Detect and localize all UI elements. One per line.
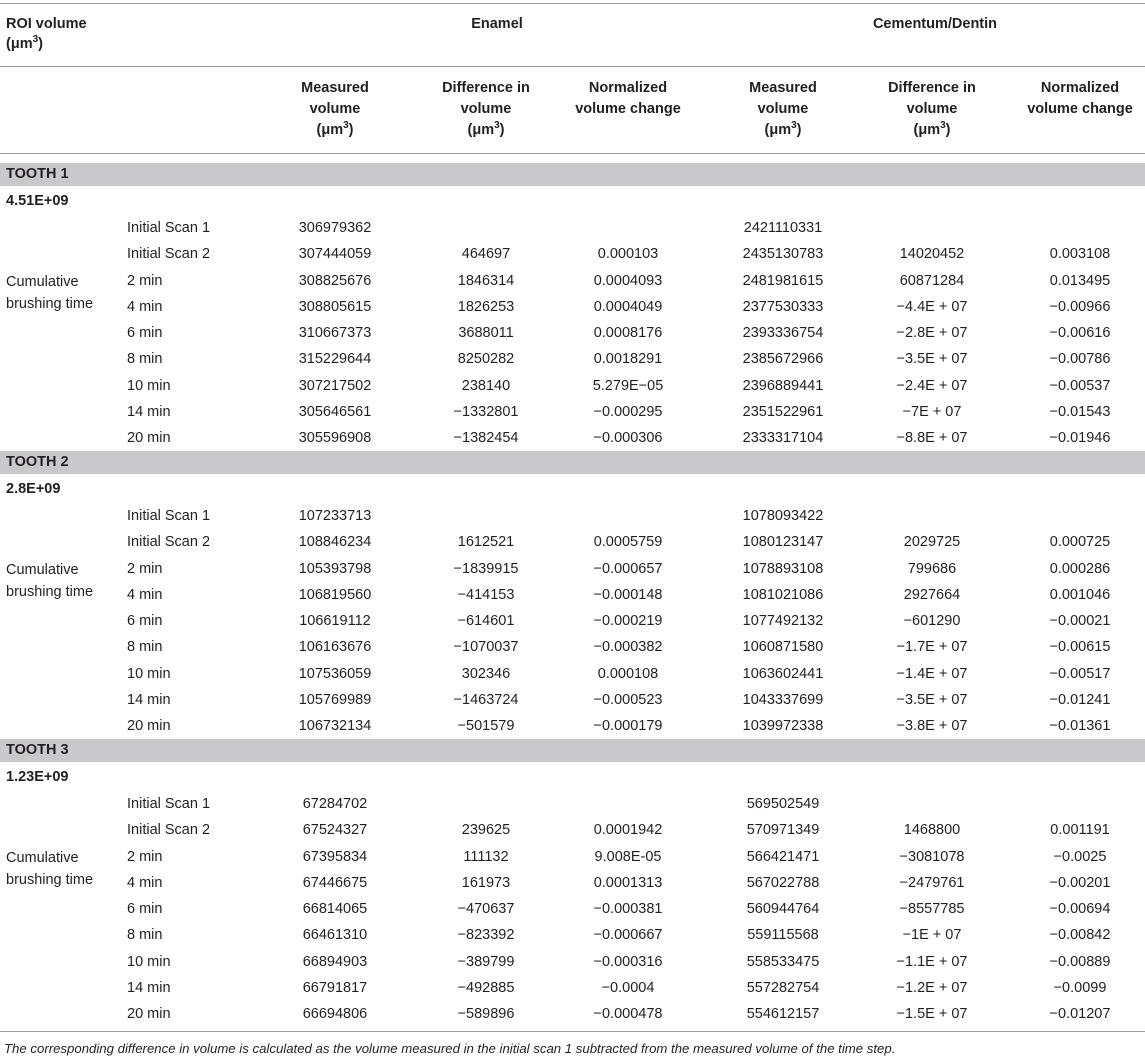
row-label: Initial Scan 1: [127, 796, 211, 812]
tooth-section-header: TOOTH 1: [0, 163, 1145, 186]
table-cell: −0.00201: [1049, 874, 1111, 891]
table-cell: 302346: [461, 665, 511, 682]
table-cell: 14020452: [899, 246, 965, 263]
table-cell: 3688011: [458, 325, 514, 341]
difference-volume-header: Difference in volume $(\mu m^3)$: [888, 80, 976, 138]
table-cell: −0.000306: [593, 430, 663, 446]
bottom-rule: [0, 1031, 1145, 1032]
table-cell: −601290: [903, 613, 961, 629]
tooth-roi-volume: 4.51E+09: [6, 193, 69, 209]
table-cell: −1839915: [453, 560, 519, 577]
table-row: [0, 820, 1145, 842]
normalized-change-header: Normalized volume change: [1027, 80, 1133, 117]
table-cell: 106619112: [299, 613, 371, 629]
table-cell: 0.000286: [1049, 560, 1111, 577]
cumulative-brushing-time-label: Cumulative brushing time: [6, 273, 94, 312]
table-cell: 305596908: [298, 430, 372, 446]
table-cell: 1077492132: [742, 613, 824, 629]
table-cell: −0.00842: [1049, 927, 1111, 944]
table-row: [0, 873, 1145, 895]
table-cell: 0.0004049: [593, 298, 663, 315]
table-row: [0, 690, 1145, 712]
table-row: [0, 794, 1145, 816]
table-row: [0, 297, 1145, 319]
table-cell: 2421110331: [743, 220, 823, 236]
tooth-section-header: TOOTH 2: [0, 451, 1145, 474]
row-label: 4 min: [127, 874, 163, 891]
table-cell: 66894903: [302, 953, 368, 970]
table-cell: 0.003108: [1049, 246, 1111, 263]
table-cell: 0.0004093: [593, 272, 663, 289]
table-cell: 1081021086: [742, 586, 824, 603]
table-cell: −0.000179: [593, 718, 663, 734]
difference-volume-header: Difference in volume $(\mu m^3)$: [442, 80, 530, 138]
table-cell: 554612157: [746, 1006, 820, 1022]
table-cell: −0.00537: [1049, 377, 1111, 394]
table-cell: −1.2E + 07: [896, 979, 968, 996]
table-row: [0, 323, 1145, 345]
enamel-header: Enamel: [471, 16, 523, 32]
table-cell: 2029725: [903, 534, 961, 551]
table-cell: 1078893108: [742, 560, 824, 577]
table-cell: 1080123147: [742, 534, 824, 551]
table-cell: −0.0004: [601, 979, 655, 996]
table-cell: −3.5E + 07: [896, 691, 968, 708]
table-cell: −8.8E + 07: [896, 430, 968, 446]
table-cell: 105769989: [298, 691, 372, 708]
table-cell: 557282754: [746, 979, 820, 996]
table-cell: 239625: [461, 822, 511, 839]
table-cell: −1070037: [453, 639, 519, 656]
table-cell: 308805615: [298, 298, 372, 315]
table-cell: −0.00517: [1049, 665, 1111, 682]
row-label: 6 min: [127, 901, 163, 917]
table-cell: −0.000148: [593, 586, 663, 603]
table-cell: 1846314: [457, 272, 515, 289]
table-cell: −0.000295: [593, 403, 663, 420]
table-cell: 2435130783: [742, 246, 824, 263]
row-label: 20 min: [127, 430, 171, 446]
table-cell: 67446675: [302, 874, 368, 891]
table-cell: −0.00786: [1049, 351, 1111, 368]
table-cell: −7E + 07: [902, 403, 962, 420]
table-row: [0, 244, 1145, 266]
table-cell: 2377530333: [742, 298, 824, 315]
table-cell: 0.0018291: [593, 351, 663, 368]
table-row: [0, 847, 1145, 869]
cumulative-brushing-time-label: Cumulative brushing time: [6, 849, 94, 888]
table-footnote: The corresponding difference in volume is calculated as the volume measured in the initial scan 1 subtracted from the measured volume of the time step.: [4, 1041, 896, 1056]
table-row: [0, 376, 1145, 398]
table-cell: 464697: [461, 246, 511, 263]
table-cell: 0.013495: [1049, 272, 1111, 289]
row-label: 20 min: [127, 718, 171, 734]
table-cell: 799686: [907, 560, 957, 577]
row-label: 8 min: [127, 351, 163, 368]
table-cell: −1382454: [453, 430, 519, 446]
tooth-section-header: TOOTH 3: [0, 739, 1145, 762]
table-cell: −0.000478: [593, 1006, 663, 1022]
row-label: 4 min: [127, 586, 163, 603]
table-cell: 0.0005759: [593, 534, 663, 551]
table-cell: 0.001191: [1050, 822, 1110, 839]
table-cell: 315229644: [298, 351, 372, 368]
table-cell: −1.7E + 07: [896, 639, 968, 656]
table-cell: 0.001046: [1049, 586, 1111, 603]
table-cell: 105393798: [298, 560, 372, 577]
table-cell: −1E + 07: [902, 927, 962, 944]
table-row: [0, 585, 1145, 607]
table-cell: 66461310: [302, 927, 368, 944]
table-cell: 2927664: [903, 586, 961, 603]
table-cell: −0.01543: [1049, 403, 1111, 420]
table-cell: −389799: [457, 953, 515, 970]
table-row: [0, 218, 1145, 240]
table-cell: −8557785: [899, 901, 965, 917]
table-cell: 2481981615: [742, 272, 824, 289]
table-cell: −589896: [457, 1006, 515, 1022]
table-cell: −1.1E + 07: [896, 953, 968, 970]
table-cell: 558533475: [746, 953, 820, 970]
table-cell: −1.4E + 07: [896, 665, 968, 682]
table-cell: 1063602441: [742, 665, 824, 682]
tooth-roi-volume: 2.8E+09: [6, 481, 61, 497]
table-row: [0, 899, 1145, 921]
table-row: [0, 271, 1145, 293]
table-cell: 66791817: [302, 979, 368, 996]
table-cell: 2351522961: [742, 403, 824, 420]
table-cell: 567022788: [746, 874, 820, 891]
roi-volume-header: [6, 14, 87, 54]
table-cell: −3.5E + 07: [896, 351, 968, 368]
row-label: 14 min: [127, 691, 171, 708]
table-cell: 305646561: [298, 403, 372, 420]
row-label: 8 min: [127, 927, 163, 944]
table-cell: −2.8E + 07: [896, 325, 968, 341]
tooth-roi-volume: 1.23E+09: [6, 769, 69, 785]
table-cell: 2396889441: [742, 377, 824, 394]
header-mid-rule: [0, 66, 1145, 67]
table-cell: −0.00694: [1049, 901, 1111, 917]
table-cell: 106163676: [298, 639, 372, 656]
table-cell: −0.01241: [1049, 691, 1111, 708]
table-cell: 106819560: [298, 586, 372, 603]
table-cell: 2385672966: [742, 351, 824, 368]
roi-volume-label: ROI volume: [6, 16, 87, 32]
table-cell: −0.01361: [1049, 718, 1111, 734]
table-cell: −0.000381: [593, 901, 663, 917]
roi-volume-unit: $(\mu m^3)$: [6, 34, 43, 52]
table-cell: −414153: [457, 586, 515, 603]
header-bottom-rule: [0, 153, 1145, 154]
row-label: 2 min: [127, 848, 163, 865]
table-cell: −492885: [457, 979, 515, 996]
table-cell: −1.5E + 07: [896, 1006, 968, 1022]
row-label: 10 min: [127, 665, 171, 682]
table-cell: −0.000219: [593, 613, 663, 629]
row-label: Initial Scan 1: [127, 220, 211, 236]
table-cell: −3081078: [899, 848, 965, 865]
table-cell: −0.0025: [1053, 848, 1107, 865]
table-cell: 308825676: [298, 272, 372, 289]
table-cell: 1078093422: [742, 508, 824, 524]
table-cell: −0.01207: [1049, 1006, 1111, 1022]
row-label: Initial Scan 1: [127, 508, 211, 524]
row-label: 2 min: [127, 560, 163, 577]
table-cell: −0.00966: [1049, 298, 1111, 315]
table-cell: −1463724: [453, 691, 519, 708]
row-label: 14 min: [127, 979, 171, 996]
table-cell: −2.4E + 07: [896, 377, 968, 394]
table-cell: 8250282: [457, 351, 515, 368]
table-cell: 1612521: [457, 534, 515, 551]
table-row: [0, 428, 1145, 450]
table-cell: 560944764: [746, 901, 820, 917]
row-label: 10 min: [127, 377, 171, 394]
row-label: 8 min: [127, 639, 163, 656]
table-cell: −823392: [457, 927, 515, 944]
table-cell: 566421471: [746, 848, 820, 865]
table-cell: −2479761: [899, 874, 965, 891]
table-cell: −0.000667: [593, 927, 663, 944]
table-row: [0, 637, 1145, 659]
table-row: [0, 532, 1145, 554]
row-label: 10 min: [127, 953, 171, 970]
table-cell: −0.00615: [1049, 639, 1111, 656]
table-cell: −4.4E + 07: [896, 298, 968, 315]
row-label: Initial Scan 2: [127, 246, 211, 263]
table-cell: 306979362: [298, 220, 372, 236]
table-cell: 1060871580: [742, 639, 824, 656]
top-rule: [0, 3, 1145, 4]
table-row: [0, 925, 1145, 947]
table-cell: 1043337699: [742, 691, 824, 708]
table-cell: −0.00021: [1049, 613, 1111, 629]
table-cell: 1039972338: [742, 718, 824, 734]
table-row: [0, 402, 1145, 424]
table-cell: −614601: [457, 613, 515, 629]
table-cell: 0.0001942: [593, 822, 663, 839]
row-label: 20 min: [127, 1006, 171, 1022]
table-cell: 111132: [463, 848, 509, 865]
row-label: 14 min: [127, 403, 171, 420]
table-row: [0, 978, 1145, 1000]
table-cell: 67284702: [302, 796, 368, 812]
row-label: Initial Scan 2: [127, 822, 211, 839]
table-cell: 0.000108: [597, 665, 659, 682]
table-cell: 66694806: [302, 1006, 368, 1022]
table-cell: 569502549: [746, 796, 820, 812]
table-cell: −0.000523: [593, 691, 663, 708]
table-cell: 108846234: [298, 534, 372, 551]
measured-volume-header: Measured volume $(\mu m^3)$: [301, 80, 369, 138]
table-cell: −3.8E + 07: [896, 718, 968, 734]
table-cell: 0.000725: [1049, 534, 1111, 551]
table-cell: 107233713: [298, 508, 372, 524]
cumulative-brushing-time-label: Cumulative brushing time: [6, 561, 94, 600]
table-cell: 2393336754: [742, 325, 824, 341]
row-label: 6 min: [127, 325, 163, 341]
row-label: 6 min: [127, 613, 163, 629]
table-cell: −0.000382: [593, 639, 663, 656]
table-cell: 307444059: [298, 246, 372, 263]
table-cell: 1468800: [903, 822, 961, 839]
row-label: 2 min: [127, 272, 163, 289]
table-cell: −0.01946: [1049, 430, 1111, 446]
table-cell: 0.000103: [597, 246, 659, 263]
table-cell: 107536059: [298, 665, 372, 682]
table-cell: 5.279E−05: [592, 377, 664, 394]
table-row: [0, 506, 1145, 528]
table-row: [0, 716, 1145, 738]
table-cell: 67524327: [302, 822, 368, 839]
table-cell: −0.00889: [1049, 953, 1111, 970]
table-cell: 60871284: [899, 272, 965, 289]
table-cell: 67395834: [302, 848, 368, 865]
row-label: Initial Scan 2: [127, 534, 211, 551]
table-cell: 2333317104: [742, 430, 824, 446]
table-cell: −0.00616: [1049, 325, 1111, 341]
row-label: 4 min: [127, 298, 163, 315]
table-row: [0, 1004, 1145, 1026]
table-cell: 1826253: [457, 298, 515, 315]
table-cell: 66814065: [302, 901, 368, 917]
normalized-change-header: Normalized volume change: [575, 80, 681, 117]
table-cell: −470637: [457, 901, 515, 917]
table-cell: −501579: [457, 718, 515, 734]
table-cell: −0.000316: [593, 953, 663, 970]
table-cell: 559115568: [747, 927, 819, 944]
table-cell: 570971349: [746, 822, 820, 839]
table-cell: −1332801: [453, 403, 519, 420]
table-row: [0, 952, 1145, 974]
cementum-dentin-header: Cementum/Dentin: [872, 16, 998, 32]
measured-volume-header: Measured volume $(\mu m^3)$: [749, 80, 817, 138]
table-row: [0, 611, 1145, 633]
table-cell: 310667373: [298, 325, 372, 341]
table-cell: 106732134: [298, 718, 372, 734]
table-cell: 161973: [461, 874, 511, 891]
table-cell: 9.008E-05: [594, 848, 662, 865]
table-row: [0, 664, 1145, 686]
table-row: [0, 349, 1145, 371]
table-row: [0, 559, 1145, 581]
table-cell: 307217502: [298, 377, 372, 394]
table-cell: 238140: [461, 377, 511, 394]
table-cell: 0.0008176: [593, 325, 663, 341]
table-cell: 0.0001313: [593, 874, 663, 891]
table-cell: −0.000657: [593, 560, 663, 577]
table-cell: −0.0099: [1053, 979, 1107, 996]
